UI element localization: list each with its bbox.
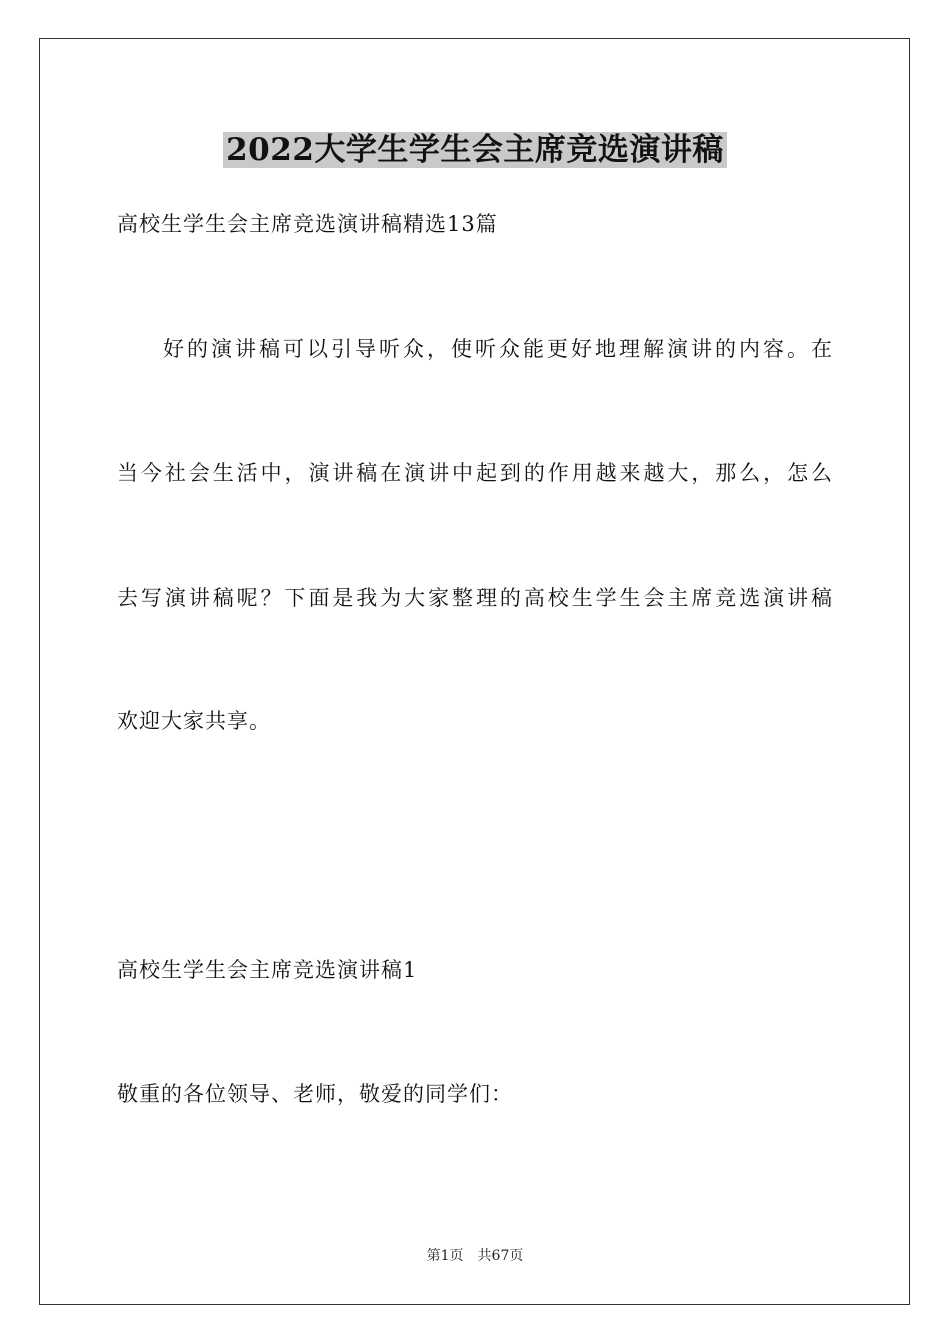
document-title [0, 128, 950, 172]
intro-line-1: 好的演讲稿可以引导听众，使听众能更好地理解演讲的内容。在 [163, 337, 833, 361]
section-heading: 高校生学生会主席竞选演讲稿1 [117, 958, 418, 982]
document-title-text: 2022大学生学生会主席竞选演讲稿 [223, 132, 727, 168]
intro-line-3: 去写演讲稿呢？下面是我为大家整理的高校生学生会主席竞选演讲稿 [117, 586, 833, 610]
intro-line-2: 当今社会生活中，演讲稿在演讲中起到的作用越来越大，那么，怎么 [117, 461, 833, 485]
salutation: 敬重的各位领导、老师，敬爱的同学们： [117, 1082, 513, 1106]
page-number: 第1页 [426, 1248, 464, 1264]
page-footer [0, 1246, 950, 1266]
document-subtitle: 高校生学生会主席竞选演讲稿精选13篇 [117, 212, 498, 236]
intro-line-4: 欢迎大家共享。 [117, 709, 271, 733]
page-total: 共67页 [477, 1248, 524, 1264]
